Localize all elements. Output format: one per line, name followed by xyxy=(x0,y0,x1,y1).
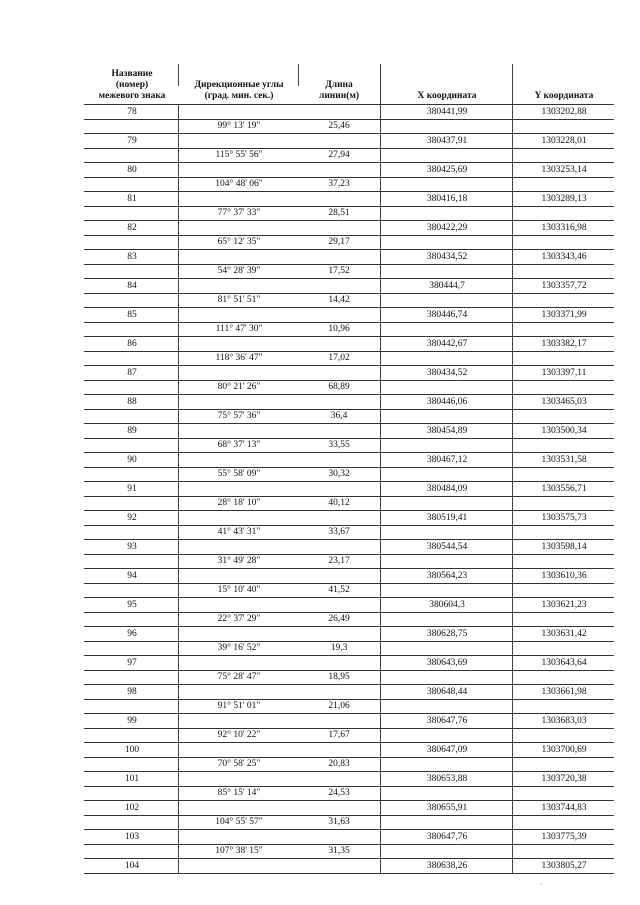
direction-angle: 77° 37' 33" xyxy=(217,208,261,218)
line-length: 23,17 xyxy=(328,556,350,566)
boundary-point-name: 101 xyxy=(124,773,140,784)
y-coordinate: 1303371,99 xyxy=(541,309,587,320)
direction-angle: 55° 58' 09" xyxy=(217,469,261,479)
direction-angle: 68° 37' 13" xyxy=(217,440,261,450)
line-length: 27,94 xyxy=(328,150,350,160)
line-length: 24,53 xyxy=(328,788,350,798)
y-coordinate: 1303610,36 xyxy=(541,570,587,581)
line-length: 26,49 xyxy=(328,614,350,624)
direction-angle: 99° 13' 19" xyxy=(217,121,261,131)
line-length: 29,17 xyxy=(328,237,350,247)
y-coordinate: 1303720,38 xyxy=(541,773,587,784)
y-coordinate: 1303289,13 xyxy=(541,193,587,204)
direction-angle: 41° 43' 31" xyxy=(217,527,261,537)
line-length: 25,46 xyxy=(328,121,350,131)
boundary-point-name: 86 xyxy=(127,338,137,349)
x-coordinate: 380519,41 xyxy=(426,512,468,523)
x-coordinate: 380647,76 xyxy=(426,715,468,726)
column-divider xyxy=(178,64,179,86)
boundary-point-name: 104 xyxy=(124,860,140,871)
x-coordinate: 380446,06 xyxy=(426,396,468,407)
x-coordinate: 380416,18 xyxy=(426,193,468,204)
boundary-point-name: 93 xyxy=(127,541,137,552)
direction-angle: 104° 48' 06" xyxy=(215,179,263,189)
boundary-point-name: 94 xyxy=(127,570,137,581)
column-divider xyxy=(380,105,381,874)
y-coordinate: 1303500,34 xyxy=(541,425,587,436)
line-length: 40,12 xyxy=(328,498,350,508)
direction-angle: 81° 51' 51" xyxy=(217,295,261,305)
line-length: 41,52 xyxy=(328,585,350,595)
boundary-point-name: 81 xyxy=(127,193,137,204)
x-coordinate: 380643,69 xyxy=(426,657,468,668)
direction-angle: 75° 57' 36" xyxy=(217,411,261,421)
y-coordinate: 1303531,58 xyxy=(541,454,587,465)
x-coordinate: 380564,23 xyxy=(426,570,468,581)
line-length: 17,52 xyxy=(328,266,350,276)
y-coordinate: 1303643,64 xyxy=(541,657,587,668)
boundary-point-name: 85 xyxy=(127,309,137,320)
header-y: Y координата xyxy=(534,91,594,101)
x-coordinate: 380628,75 xyxy=(426,628,468,639)
y-coordinate: 1303575,73 xyxy=(541,512,587,523)
y-coordinate: 1303683,03 xyxy=(541,715,587,726)
x-coordinate: 380422,29 xyxy=(426,222,468,233)
line-length: 18,95 xyxy=(328,672,350,682)
x-coordinate: 380441,99 xyxy=(426,106,468,117)
direction-angle: 39° 16' 52" xyxy=(217,643,261,653)
line-length: 10,96 xyxy=(328,324,350,334)
boundary-point-name: 88 xyxy=(127,396,137,407)
direction-angle: 54° 28' 39" xyxy=(217,266,261,276)
x-coordinate: 380604,3 xyxy=(429,599,465,610)
line-length: 30,32 xyxy=(328,469,350,479)
line-length: 21,06 xyxy=(328,701,350,711)
header-length: Длина линии(м) xyxy=(318,80,360,101)
x-coordinate: 380467,12 xyxy=(426,454,468,465)
line-length: 19,3 xyxy=(330,643,348,653)
x-coordinate: 380454,89 xyxy=(426,425,468,436)
boundary-point-name: 79 xyxy=(127,135,137,146)
y-coordinate: 1303700,69 xyxy=(541,744,587,755)
y-coordinate: 1303382,17 xyxy=(541,338,587,349)
y-coordinate: 1303397,11 xyxy=(541,367,587,378)
direction-angle: 104° 55' 57" xyxy=(215,817,263,827)
x-coordinate: 380425,69 xyxy=(426,164,468,175)
y-coordinate: 1303744,83 xyxy=(541,802,587,813)
boundary-point-name: 83 xyxy=(127,251,137,262)
header-angle: Дирекционные углы (град. мин. сек.) xyxy=(194,80,284,101)
line-length: 17,67 xyxy=(328,730,350,740)
y-coordinate: 1303357,72 xyxy=(541,280,587,291)
boundary-point-name: 90 xyxy=(127,454,137,465)
boundary-point-name: 91 xyxy=(127,483,137,494)
x-coordinate: 380647,76 xyxy=(426,831,468,842)
direction-angle: 28° 18' 10" xyxy=(217,498,261,508)
x-coordinate: 380446,74 xyxy=(426,309,468,320)
line-length: 20,83 xyxy=(328,759,350,769)
header-x: X координата xyxy=(417,91,477,101)
x-coordinate: 380434,52 xyxy=(426,367,468,378)
boundary-point-name: 95 xyxy=(127,599,137,610)
boundary-point-name: 82 xyxy=(127,222,137,233)
boundary-point-name: 103 xyxy=(124,831,140,842)
y-coordinate: 1303465,03 xyxy=(541,396,587,407)
direction-angle: 111° 47' 30" xyxy=(215,324,263,334)
direction-angle: 92° 10' 22" xyxy=(217,730,261,740)
direction-angle: 70° 58' 25" xyxy=(217,759,261,769)
header-name: Название (номер) межевого знака xyxy=(98,69,166,101)
boundary-point-name: 92 xyxy=(127,512,137,523)
x-coordinate: 380442,67 xyxy=(426,338,468,349)
direction-angle: 91° 51' 01" xyxy=(217,701,261,711)
row-divider xyxy=(84,873,614,874)
line-length: 31,35 xyxy=(328,846,350,856)
x-coordinate: 380653,88 xyxy=(426,773,468,784)
boundary-point-name: 80 xyxy=(127,164,137,175)
line-length: 28,51 xyxy=(328,208,350,218)
boundary-point-name: 97 xyxy=(127,657,137,668)
x-coordinate: 380444,7 xyxy=(429,280,465,291)
column-divider xyxy=(512,105,513,874)
direction-angle: 85° 15' 14" xyxy=(217,788,261,798)
y-coordinate: 1303631,42 xyxy=(541,628,587,639)
line-length: 31,63 xyxy=(328,817,350,827)
direction-angle: 15° 10' 40" xyxy=(217,585,261,595)
direction-angle: 65° 12' 35" xyxy=(217,237,261,247)
line-length: 68,89 xyxy=(328,382,350,392)
y-coordinate: 1303556,71 xyxy=(541,483,587,494)
column-divider xyxy=(178,105,179,874)
line-length: 36,4 xyxy=(330,411,348,421)
boundary-point-name: 100 xyxy=(124,744,140,755)
direction-angle: 115° 55' 56" xyxy=(215,150,263,160)
y-coordinate: 1303661,98 xyxy=(541,686,587,697)
direction-angle: 80° 21' 26" xyxy=(217,382,261,392)
line-length: 14,42 xyxy=(328,295,350,305)
y-coordinate: 1303775,39 xyxy=(541,831,587,842)
x-coordinate: 380434,52 xyxy=(426,251,468,262)
x-coordinate: 380437,91 xyxy=(426,135,468,146)
line-length: 37,23 xyxy=(328,179,350,189)
y-coordinate: 1303805,27 xyxy=(541,860,587,871)
boundary-point-name: 89 xyxy=(127,425,137,436)
direction-angle: 75° 28' 47" xyxy=(217,672,261,682)
direction-angle: 118° 36' 47" xyxy=(215,353,263,363)
boundary-point-name: 98 xyxy=(127,686,137,697)
x-coordinate: 380484,09 xyxy=(426,483,468,494)
x-coordinate: 380638,26 xyxy=(426,860,468,871)
x-coordinate: 380544,54 xyxy=(426,541,468,552)
direction-angle: 107° 38' 15" xyxy=(215,846,263,856)
x-coordinate: 380655,91 xyxy=(426,802,468,813)
y-coordinate: 1303621,23 xyxy=(541,599,587,610)
boundary-point-name: 84 xyxy=(127,280,137,291)
direction-angle: 22° 37' 29" xyxy=(217,614,261,624)
y-coordinate: 1303343,46 xyxy=(541,251,587,262)
y-coordinate: 1303228,01 xyxy=(541,135,587,146)
y-coordinate: 1303253,14 xyxy=(541,164,587,175)
y-coordinate: 1303598,14 xyxy=(541,541,587,552)
boundary-point-name: 102 xyxy=(124,802,140,813)
line-length: 33,67 xyxy=(328,527,350,537)
boundary-point-name: 96 xyxy=(127,628,137,639)
x-coordinate: 380648,44 xyxy=(426,686,468,697)
boundary-point-name: 87 xyxy=(127,367,137,378)
page-mark: · xyxy=(540,880,543,889)
line-length: 33,55 xyxy=(328,440,350,450)
x-coordinate: 380647,09 xyxy=(426,744,468,755)
column-divider xyxy=(298,64,299,86)
boundary-point-name: 99 xyxy=(127,715,137,726)
direction-angle: 31° 49' 28" xyxy=(217,556,261,566)
y-coordinate: 1303316,98 xyxy=(541,222,587,233)
boundary-point-name: 78 xyxy=(127,106,137,117)
y-coordinate: 1303202,88 xyxy=(541,106,587,117)
line-length: 17,02 xyxy=(328,353,350,363)
